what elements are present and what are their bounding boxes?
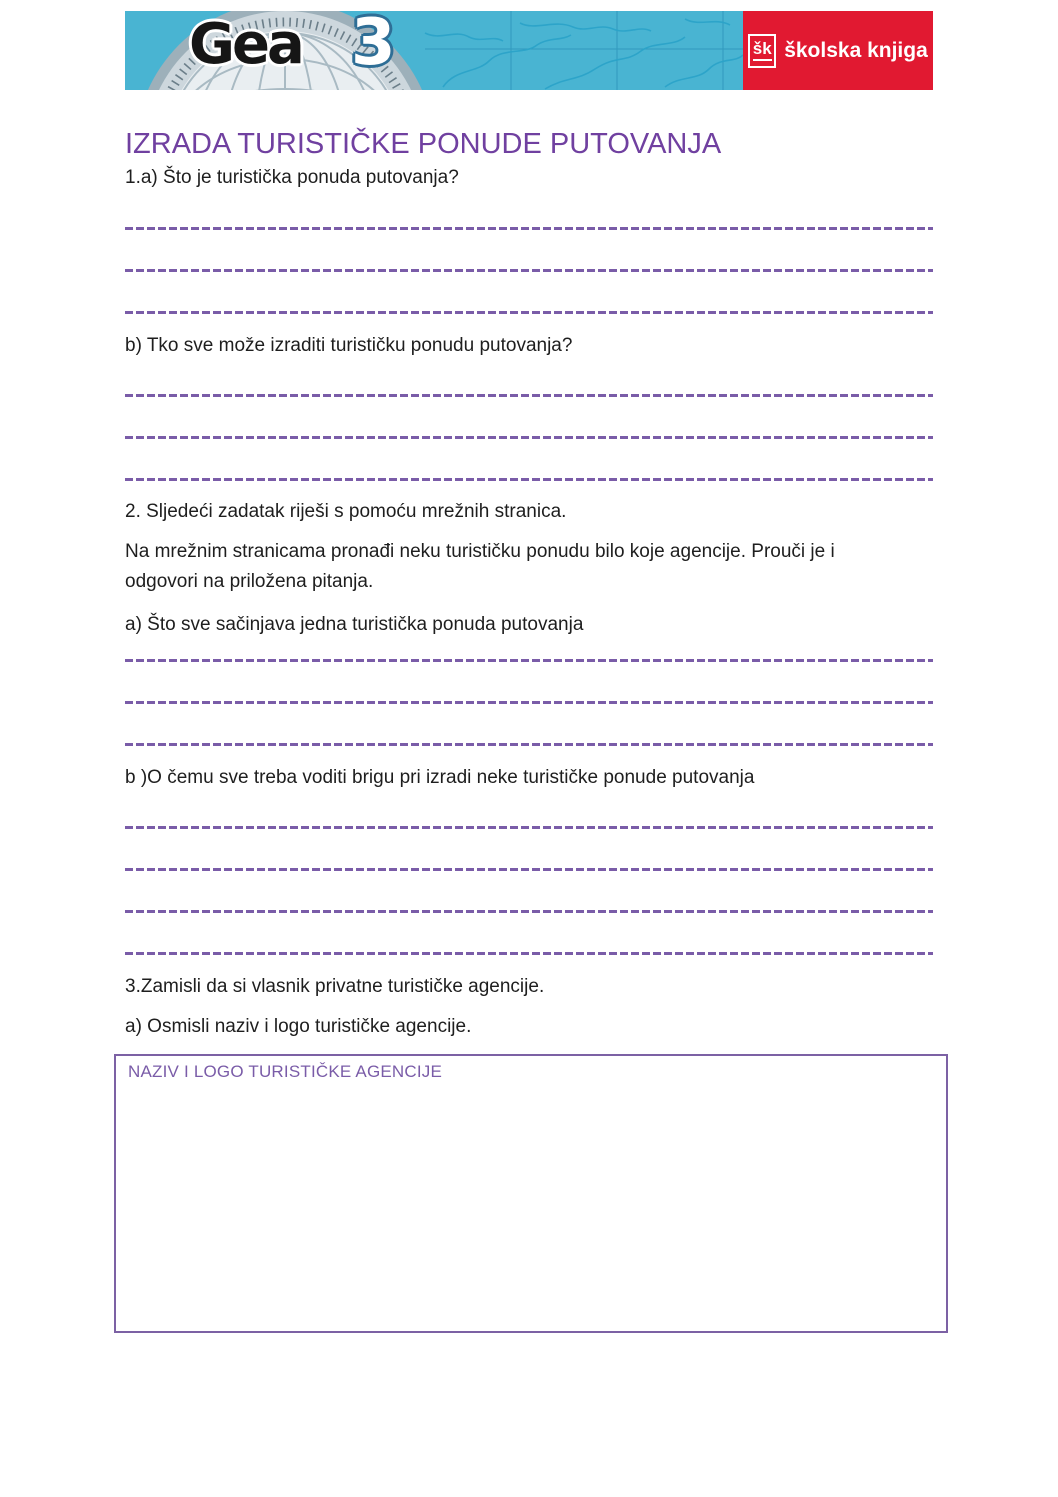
answer-line [125, 478, 933, 481]
answer-line [125, 910, 933, 913]
page-title: IZRADA TURISTIČKE PONUDE PUTOVANJA [125, 128, 722, 160]
answer-line [125, 436, 933, 439]
gea-logo-banner [125, 11, 743, 90]
answer-box [114, 1054, 948, 1333]
answer-line [125, 269, 933, 272]
gea-volume-number: 3 [351, 11, 396, 80]
answer-line [125, 227, 933, 230]
answer-line [125, 743, 933, 746]
question-2b: b )O čemu sve treba voditi brigu pri izradi neke turističke ponude putovanja [125, 767, 755, 788]
answer-line [125, 311, 933, 314]
question-2a: a) Što sve sačinjava jedna turistička ponuda putovanja [125, 614, 584, 635]
sk-monogram-icon: šk [748, 34, 776, 68]
page-header [125, 11, 933, 90]
answer-line [125, 701, 933, 704]
answer-line [125, 659, 933, 662]
publisher-logo [743, 11, 933, 90]
question-2: 2. Sljedeći zadatak riješi s pomoću mrežnih stranica. [125, 501, 567, 522]
question-3: 3.Zamisli da si vlasnik privatne turističke agencije. [125, 976, 545, 997]
question-1a: 1.a) Što je turistička ponuda putovanja? [125, 167, 459, 188]
publisher-name: školska knjiga [784, 38, 928, 62]
question-1b: b) Tko sve može izraditi turističku ponudu putovanja? [125, 335, 573, 356]
answer-line [125, 826, 933, 829]
answer-line [125, 868, 933, 871]
answer-line [125, 952, 933, 955]
question-2-intro-line1: Na mrežnim stranicama pronađi neku turističku ponudu bilo koje agencije. Prouči je i [125, 541, 835, 562]
question-2-intro-line2: odgovori na priložena pitanja. [125, 571, 374, 592]
answer-line [125, 394, 933, 397]
gea-wordmark: Gea [189, 12, 302, 77]
answer-box-label: NAZIV I LOGO TURISTIČKE AGENCIJE [128, 1062, 443, 1081]
question-3a: a) Osmisli naziv i logo turističke agencije. [125, 1016, 472, 1037]
